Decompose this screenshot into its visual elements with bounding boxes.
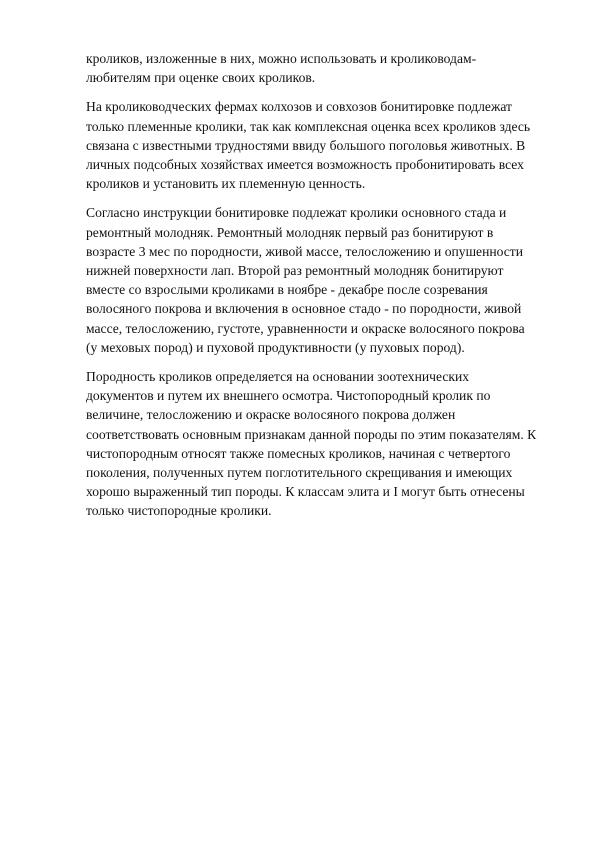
text-line: нижней поверхности лап. Второй раз ремонтный молодняк бонитируют [86,263,504,279]
paragraph-3 [86,203,556,357]
text-line: только чистопородные кролики. [86,503,272,519]
text-line: волосяного покрова и включения в основное стадо - по породности, живой [86,301,522,317]
text-line: величине, телосложению и окраске волосяного покрова должен [86,407,456,423]
text-line: документов и путем их внешнего осмотра. Чистопородный кролик по [86,388,491,404]
document-page [86,49,556,531]
text-line: поколения, полученных путем поглотительного скрещивания и имеющих [86,465,513,481]
text-line: только племенные кролики, так как комплексная оценка всех кроликов здесь [86,118,531,134]
paragraph-2 [86,97,556,193]
text-line: Согласно инструкции бонитировке подлежат кролики основного стада и [86,205,507,221]
paragraph-1 [86,49,556,87]
text-line: кроликов и установить их племенную ценность. [86,176,366,192]
text-line: ремонтный молодняк. Ремонтный молодняк первый раз бонитируют в [86,224,494,240]
paragraph-4 [86,367,556,521]
text-line: кроликов, изложенные в них, можно использовать и кролиководам- [86,51,477,66]
text-line: Породность кроликов определяется на основании зоотехнических [86,369,470,385]
text-line: (у меховых пород) и пуховой продуктивности (у пуховых пород). [86,339,465,355]
text-line: чистопородным относят также помесных кроликов, начиная с четвертого [86,445,511,461]
text-line: вместе со взрослыми кроликами в ноябре - декабре после созревания [86,282,488,298]
text-line: массе, телосложению, густоте, уравненности и окраске волосяного покрова [86,320,525,336]
text-line: связана с известными трудностями ввиду большого поголовья животных. В [86,137,526,153]
text-line: личных подсобных хозяйствах имеется возможность пробонитировать всех [86,157,524,173]
text-line: возрасте 3 мес по породности, живой массе, телосложению и опушенности [86,243,524,259]
text-line: любителям при оценке своих кроликов. [86,70,316,86]
text-line: На кролиководческих фермах колхозов и совхозов бонитировке подлежат [86,99,512,115]
text-line: хорошо выраженный тип породы. К классам элита и I могут быть отнесены [86,484,525,500]
text-line: соответствовать основным признакам данной породы по этим показателям. К [86,426,537,442]
